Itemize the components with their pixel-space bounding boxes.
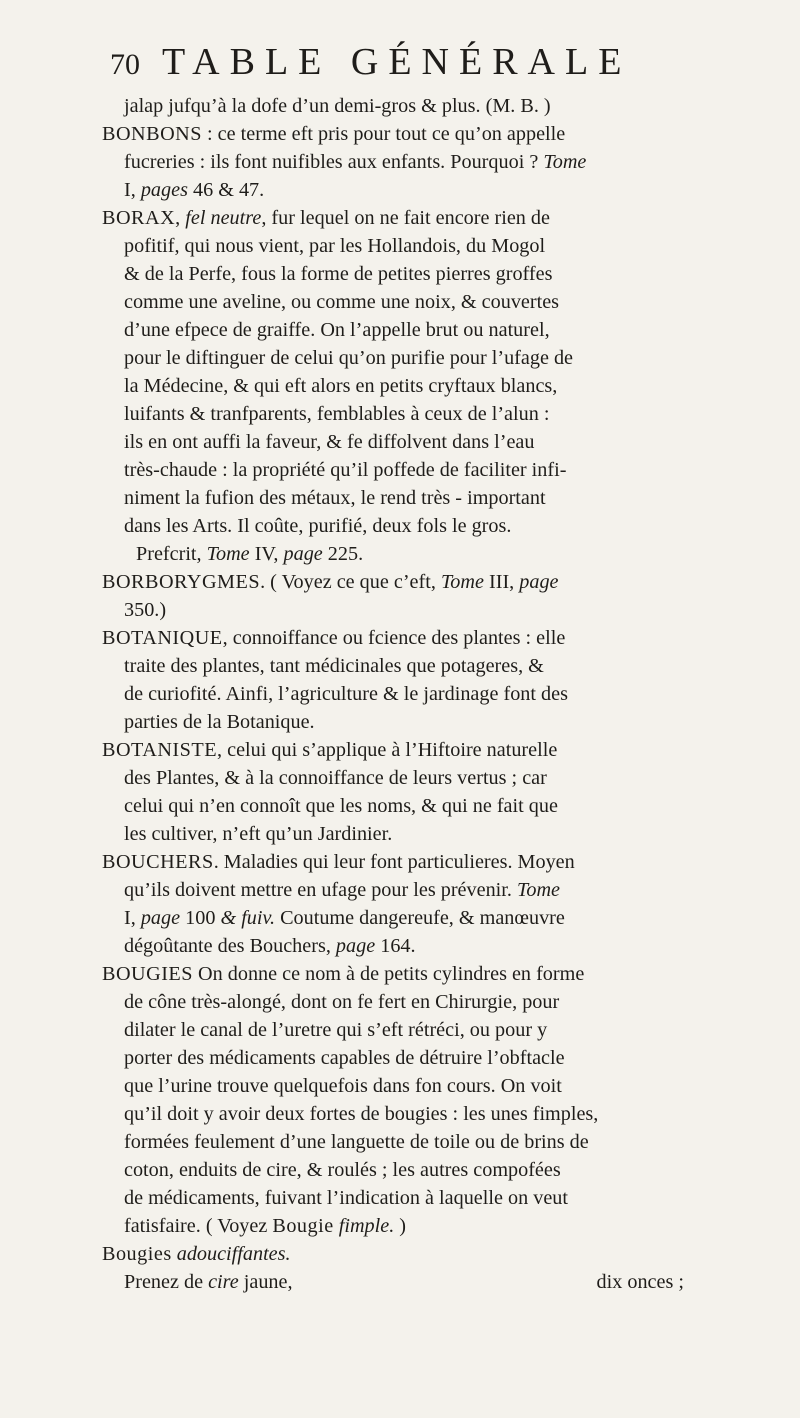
text-run: page (140, 907, 181, 929)
entry-headword: BOTANIQUE (102, 627, 223, 649)
text-line (102, 428, 700, 456)
page-header (110, 40, 700, 84)
text-run: des Plantes, & à la connoiffance de leurs vertus ; car (124, 767, 547, 789)
text-run: de curiofité. Ainfi, l’agriculture & le jardinage font des (124, 683, 568, 705)
text-run: dégoûtante des Bouchers, (124, 935, 336, 957)
text-line (102, 456, 700, 484)
text-line (102, 512, 700, 540)
text-line (102, 120, 700, 148)
text-line (102, 1240, 700, 1268)
text-line (102, 232, 700, 260)
text-run: 46 & 47. (187, 179, 265, 201)
text-line (102, 1016, 700, 1044)
text-line (102, 708, 700, 736)
text-run: III, (483, 571, 520, 593)
text-run: qu’ils doivent mettre en ufage pour les prévenir. (124, 879, 517, 901)
recipe-instruction (124, 1268, 293, 1296)
text-run: fucreries : ils font nuifibles aux enfants. Pourquoi ? (124, 151, 544, 173)
text-run: page (283, 543, 323, 565)
text-line (102, 288, 700, 316)
text-run: Tome (206, 543, 250, 565)
text-run: & fuiv. (220, 907, 276, 929)
text-line (102, 1184, 700, 1212)
text-line (102, 596, 700, 624)
text-run: , fur lequel on ne fait encore rien de (261, 207, 550, 229)
text-line (102, 680, 700, 708)
text-run: I, (124, 907, 141, 929)
entry-headword: BOUGIES (102, 963, 193, 985)
text-line (102, 1212, 700, 1240)
text-run: Prefcrit, (136, 543, 207, 565)
entry-headword: BOUCHERS (102, 851, 214, 873)
text-run: fimple. (338, 1215, 395, 1237)
text-run: IV, (249, 543, 284, 565)
text-line (102, 848, 700, 876)
text-run: I, (124, 179, 141, 201)
text-run: dans les Arts. Il coûte, purifié, deux fols le gros. (124, 515, 512, 537)
text-line (102, 92, 700, 120)
text-line (102, 372, 700, 400)
text-run: comme une aveline, ou comme une noix, & couvertes (124, 291, 560, 313)
text-run: , celui qui s’applique à l’Hiftoire naturelle (217, 739, 558, 761)
text-line (102, 652, 700, 680)
text-line (102, 736, 700, 764)
text-run: ) (394, 1215, 407, 1237)
text-run: cire (208, 1271, 239, 1293)
text-run: Tome (440, 571, 484, 593)
text-run: Prenez de (124, 1271, 209, 1293)
text-line (102, 344, 700, 372)
text-line (102, 904, 700, 932)
entry-headword: BORAX (102, 207, 176, 229)
entry-headword: BOTANISTE (102, 739, 218, 761)
text-line (102, 764, 700, 792)
text-line (102, 1156, 700, 1184)
text-run: : ce terme eft pris pour tout ce qu’on appelle (201, 123, 566, 145)
text-run: 164. (375, 935, 416, 957)
text-run: de médicaments, fuivant l’indication à laquelle on veut (124, 1187, 568, 1209)
text-run: Coutume dangereufe, & manœuvre (275, 907, 565, 929)
entry-headword: BORBORYGMES (102, 571, 261, 593)
text-run: parties de la Botanique. (124, 711, 315, 733)
text-run: formées feulement d’une languette de toile ou de brins de (124, 1131, 589, 1153)
text-run: . Maladies qui leur font particulieres. Moyen (213, 851, 575, 873)
text-run: porter des médicaments capables de détruire l’obftacle (124, 1047, 565, 1069)
book-page (100, 40, 700, 1296)
text-run: dilater le canal de l’uretre qui s’eft rétréci, ou pour y (124, 1019, 548, 1041)
text-run: , connoiffance ou fcience des plantes : elle (222, 627, 566, 649)
text-line (102, 176, 700, 204)
text-run: niment la fufion des métaux, le rend très - important (124, 487, 546, 509)
text-run: traite des plantes, tant médicinales que potageres, & (124, 655, 544, 677)
text-run: On donne ce nom à de petits cylindres en forme (192, 963, 585, 985)
text-line (102, 988, 700, 1016)
text-run: jaune, (238, 1271, 293, 1293)
body-text (102, 92, 700, 1296)
text-run: ils en ont auffi la faveur, & fe diffolvent dans l’eau (124, 431, 535, 453)
text-line (102, 484, 700, 512)
text-line (102, 1128, 700, 1156)
text-line (102, 820, 700, 848)
text-line (102, 624, 700, 652)
page-number: 70 (110, 48, 140, 81)
text-run: qu’il doit y avoir deux fortes de bougies : les unes fimples, (124, 1103, 599, 1125)
text-run: pour le diftinguer de celui qu’on purifie pour l’ufage de (124, 347, 574, 369)
text-run: que l’urine trouve quelquefois dans fon cours. On voit (124, 1075, 562, 1097)
text-line (102, 148, 700, 176)
text-run: . ( Voyez ce que c’eft, (260, 571, 441, 593)
text-run: adouciffantes. (176, 1243, 291, 1265)
entry-headword: BONBONS (102, 123, 202, 145)
entry-headword: Bougie (272, 1215, 334, 1237)
text-line (102, 316, 700, 344)
text-run: coton, enduits de cire, & roulés ; les autres compofées (124, 1159, 561, 1181)
text-line (102, 960, 700, 988)
text-run: de cône très-alongé, dont on fe fert en Chirurgie, pour (124, 991, 560, 1013)
text-run: , (175, 207, 186, 229)
text-run: les cultiver, n’eft qu’un Jardinier. (124, 823, 393, 845)
text-run: celui qui n’en connoît que les noms, & qui ne fait que (124, 795, 558, 817)
text-run: jalap jufqu’à la dofe d’un demi-gros & plus. (M. B. ) (124, 95, 551, 117)
text-line (102, 400, 700, 428)
text-run: Tome (543, 151, 587, 173)
text-run: 100 (180, 907, 221, 929)
text-run: luifants & tranfparents, femblables à ceux de l’alun : (124, 403, 550, 425)
running-title: TABLE GÉNÉRALE (162, 41, 632, 83)
text-line (102, 876, 700, 904)
text-run: la Médecine, & qui eft alors en petits cryftaux blancs, (124, 375, 558, 397)
text-line (102, 204, 700, 232)
text-run: pofitif, qui nous vient, par les Hollandois, du Mogol (124, 235, 546, 257)
text-run: page (335, 935, 376, 957)
text-run: 350.) (124, 599, 167, 621)
recipe-line (102, 1268, 684, 1296)
text-run: page (519, 571, 559, 593)
entry-headword: Bougies (102, 1243, 172, 1265)
text-run: fel neutre (185, 207, 262, 229)
text-run: pages (140, 179, 188, 201)
recipe-quantity: dix onces ; (596, 1271, 684, 1293)
text-line (102, 932, 700, 960)
text-line (102, 540, 700, 568)
text-line (102, 1044, 700, 1072)
text-line (102, 260, 700, 288)
text-run: fatisfaire. ( Voyez (124, 1215, 273, 1237)
text-run: d’une efpece de graiffe. On l’appelle brut ou naturel, (124, 319, 550, 341)
text-line (102, 1100, 700, 1128)
text-line (102, 792, 700, 820)
text-run: 225. (322, 543, 364, 565)
text-run: Tome (516, 879, 560, 901)
text-line (102, 1072, 700, 1100)
text-run: & de la Perfe, fous la forme de petites pierres groffes (124, 263, 553, 285)
text-line (102, 568, 700, 596)
text-run: très-chaude : la propriété qu’il poffede de faciliter infi- (124, 459, 567, 481)
